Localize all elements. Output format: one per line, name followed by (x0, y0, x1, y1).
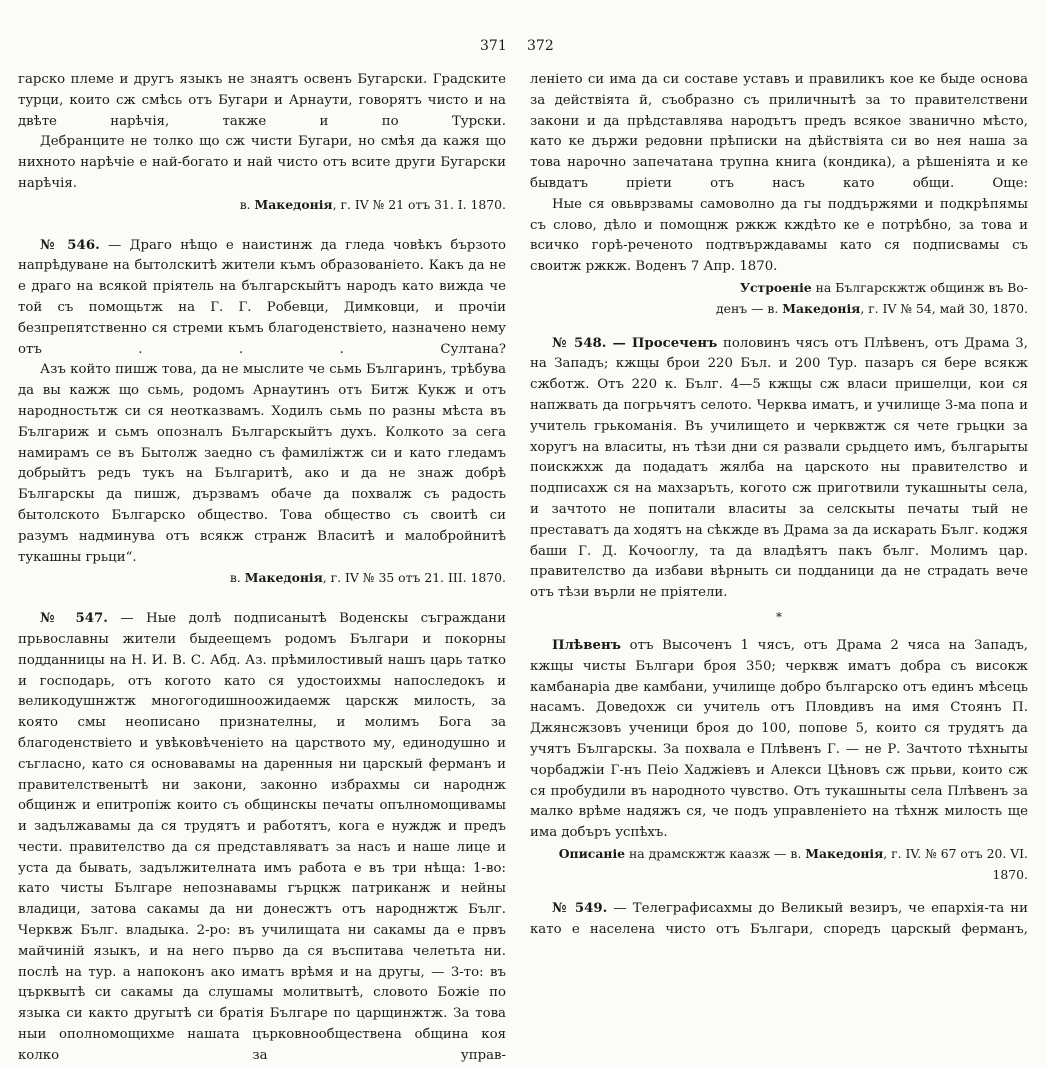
page-number-right: 372 (527, 38, 554, 54)
left-column (18, 70, 506, 1067)
section-divider: * (776, 609, 782, 624)
source-note: в. Македонія, г. IV № 35 отъ 21. III. 1870. (229, 570, 506, 586)
entry-number: № 548. — Просеченъ (552, 335, 718, 351)
source-note: Описаніе на драмскжтж каазж — в. Македонія, г. IV. № 67 отъ 20. VI. 1870. (558, 845, 1028, 882)
right-paragraph-2: Ные ся овьврзвамы самоволно да гы поддържями и подкрѣпямы съ слово, дѣло и помощнж ржкж кждѣто ке е потрѣбно, за това и всичко горѣ-реченото подтвърждавамы като ся подписвамы съ своитж ржкж. Воденъ 7 Апр. 1870. (530, 196, 1028, 275)
left-paragraph-2: Дебранците не толко що сж чисти Бугари, но смѣя да кажя що нихното нарѣчіе е най-богато и най чисто отъ всите други Бугарски нарѣчія. (18, 134, 506, 191)
entry-plevn: Плѣвенъ отъ Высоченъ 1 чясъ, отъ Драма 2 чяса на Западъ, кжщы чисты Българи броя 350; черквж иматъ добра съ високж камбанаріа две камбани, училище добро българско отъ единъ мѣсець насамъ. Доведохж си учитель отъ Пловдивъ на имя Стоянъ П. Джянсжзовъ ученици броя до 100, попове 5, които ся трудятъ да учятъ Българскы. За похвала е Плѣвенъ Г. — не Р. Зачтото тѣхныты чорбаджіи Г-нъ Пеіо Хаджіевъ и Алекси Цѣновъ сж прьви, които сж ся пробудили въ народното чувство. Отъ тукашныты села Плѣвенъ за малко врѣме надяжъ ся, че подъ управленіето на тѣхнж милость ще има добъръ успѣхъ. (530, 637, 1028, 841)
entry-546: № 546. — Драго нѣщо е наистинж да гледа човѣкъ бързото напрѣдуване на бытолскитѣ жители къмъ образованіето. Какъ да не е драго на всякой пріятель на българскыйтъ народъ като вижда че той съ помощьтж на Г. Г. Робевци, Димковци, и прочіи безпрепятственно ся стреми къмъ благоденствіето, назначено нему отъ . . . Султана? (18, 237, 506, 357)
source-note: в. Македонія, г. IV № 21 отъ 31. I. 1870. (239, 196, 506, 212)
source-note: Устроеніе на Българскжтж общинж въ Во- денъ — в. Македонія, г. IV № 54, май 30, 1870. (716, 279, 1028, 316)
entry-number: № 546. (40, 237, 100, 253)
page-number-left: 371 (480, 38, 507, 54)
left-paragraph-1: гарско племе и другъ языкъ не знаятъ освенъ Бугарски. Градските турци, които сж смѣсь отъ Бугари и Арнаути, говорятъ чисто и на двѣте нарѣчія, также и по Турски. (18, 72, 506, 129)
right-column (530, 70, 1028, 941)
entry-547: № 547. — Ные долѣ подписанытѣ Воденскы съграждани прьвославны жители быдеещемъ родомъ Българи и покорны подданницы на Н. И. В. С. Абд. Аз. прѣмилостивый нашъ царь татко и господарь, отъ когото като ся удостоихмы напоследокъ и великодушнжтж многогодишноожидаемж царскж милость, за която смы неописано признателны, и молимъ Бога за благоденствіето и увѣковѣченіето на царството му, единодушно и съгласно, като ся основавамы на даренныя ни царскый ферманъ и правителственытѣ ни закони, законно избрахмы си народнж общинж и епитропіж които съ общинскы печаты опълномощивамы и задължавамы да ся трудятъ и работятъ, кога е нуждж и предъ чести. правителство да ся представляватъ за насъ и наше лице и уста да бывать, задължителната имъ работа е въ три нѣща: 1-во: като чисты Българе непознавамы гърцкж патриканж и нейны владици, затова сакамы да ни донесжтъ отъ народнжтж Бълг. Черквж Бълг. владыка. 2-ро: въ училищата ни сакамы да е првъ майчиній языкъ, и на него първо да ся въспитава челетьта ни. послѣ на тур. а напоконъ ако иматъ врѣмя и на другы, — 3-то: въ църквытѣ си сакамы да слушамы молитвытѣ, словото Божіе по языка си както другытѣ си братія Българе по царщинжтж. За това ныи ополномощихме нашата църковнообществена община коя колко за управ- (18, 611, 507, 1063)
entry-number: № 547. (40, 611, 108, 627)
entry-548: № 548. — Просеченъ половинъ чясъ отъ Плѣвенъ, отъ Драма 3, на Западъ; кжщы брои 220 Бъл. и 200 Тур. пазаръ ся бере всякж сжботж. Отъ 220 к. Бълг. 4—5 кжщы сж власи пришелци, кои ся напжвать да погрьчятъ селото. Черква иматъ, и училище 3-ма попа и учитель грькоманія. Въ училището и черквжтж ся чете грьцки за хоругъ на власиты, нъ тѣзи дни ся развали срьдцето имъ, българыты поискжхж да подадатъ жялба на царското ны правителство и подписахж ся на махзаръть, когото сж приготвили тукашныты села, и зачтото не попитали власиты за селскыты печаты тый не преставатъ да ходятъ на сѣкжде въ Драма за да искарать Бълг. коджя баши Г. Д. Кочооглу, та да владѣятъ пакъ бълг. Молимъ цар. правителство да избави вѣрныть си подданици да не страдать вече отъ тѣзи върли не пріятели. (530, 335, 1028, 601)
entry-number: № 549. (552, 901, 608, 917)
entry-549: № 549. — Телеграфисахмы до Великый везиръ, че епархія-та ни като е населена чисто отъ Българи, споредъ царскый ферманъ, (530, 901, 1029, 938)
right-paragraph-1: леніето си има да си составе уставъ и правиликъ кое ке быде основа за действіята й, съобразно съ приличнытѣ за то правителствени закони и да прѣдставлява народътъ предъ всякое званично мѣсто, като ке държи редовни прѣписки на дѣйствіята си во нея наша за това нарочно запечатана трупна книга (кондика), а рѣшеніята и ке бывдатъ пріети отъ насъ като общи. Още: (530, 72, 1028, 191)
entry-546-paragraph-2: Азъ който пишж това, да не мыслите че сьмь Българинъ, трѣбува да вы кажж що сьмь, родомъ Арнаутинъ отъ Битж Кукж и отъ народностьтж си ся неотказвамъ. Ходилъ сьмь по разны мѣста въ Българиж и сьмъ опозналъ Българскыйтъ духъ. Колкото за сега намирамъ се въ Бытолж заедно съ фамиліжтж си и като гледамъ добрыйтъ редъ тукъ на Българитѣ, ако и да не знаж добрѣ Българскы да пишж, дързвамъ обаче да похвалж съ радость бытолското Българско общество. Това общество съ своитѣ си разумъ надминува отъ всякж странж Власитѣ и малобройнитѣ тукашны грьци“. (18, 362, 506, 565)
